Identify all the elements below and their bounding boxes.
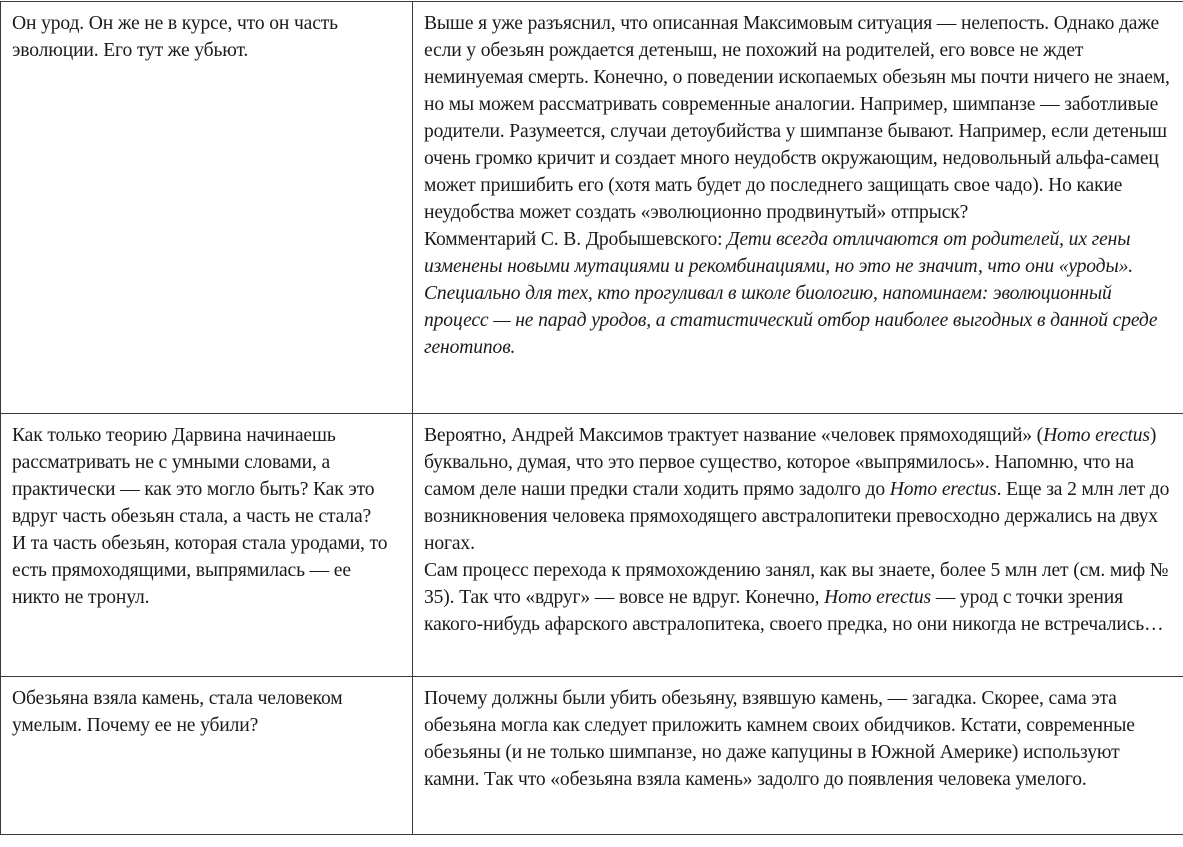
rebuttal-cell: [413, 677, 1183, 835]
text-run: Он урод. Он же не в курсе, что он часть эволюции. Его тут же убьют.: [12, 13, 338, 61]
text-run: Обезьяна взяла камень, стала человеком умелым. Почему ее не убили?: [12, 688, 343, 736]
claim-cell: [1, 677, 413, 835]
text-run: Как только теорию Дарвина начинаешь рассматривать не с умными словами, а практически — как это могло быть? Как это вдруг часть обезьян стала, а часть не стала?: [12, 425, 375, 527]
text-run: . Еще за 2 млн лет до возникновения человека прямоходящего австралопитеки превосходно держались на двух ногах.: [424, 479, 1170, 554]
table-row: [1, 414, 1183, 677]
comment-text: Дети всегда отличаются от родителей, их гены изменены новыми мутациями и рекомбинациями, но это не значит, что они «уроды». Специально для тех, кто прогуливал в школе биологию, напоминаем: эволюционный процесс — не парад уродов, а статистический отбор наиболее выгодных в данной среде генотипов.: [424, 229, 1158, 358]
claim-cell: [1, 2, 413, 414]
text-run: Сам процесс перехода к прямохождению занял, как вы знаете, более 5 млн лет (см. миф № 35). Так что «вдруг» — вовсе не вдруг. Конечно,: [424, 560, 1169, 608]
species-name: Homo erectus: [889, 479, 997, 500]
rebuttal-cell: [413, 2, 1183, 414]
text-run: ) буквально, думая, что это первое существо, которое «выпрямилось». Напомню, что на самом деле наши предки стали ходить прямо задолго до: [424, 425, 1157, 500]
text-run: — урод с точки зрения какого-нибудь афарского австралопитека, своего предка, но они никогда не встречались…: [424, 587, 1164, 635]
table-row: [1, 2, 1183, 414]
text-run: Выше я уже разъяснил, что описанная Максимовым ситуация — нелепость. Однако даже если у обезьян рождается детеныш, не похожий на родителей, его вовсе не ждет неминуемая смерть. Конечно, о поведении ископаемых обезьян мы почти ничего не знаем, но мы можем рассматривать современные аналогии. Например, шимпанзе — заботливые родители. Разумеется, случаи детоубийства у шимпанзе бывают. Например, если детеныш очень громко кричит и создает много неудобств окружающим, недовольный альфа-самец может пришибить его (хотя мать будет до последнего защищать свое чадо). Но какие неудобства может создать «эволюционно продвинутый» отпрыск?: [424, 13, 1170, 223]
claim-paragraph: [12, 685, 402, 739]
rebuttal-paragraph: [424, 422, 1173, 557]
rebuttal-paragraph: [424, 10, 1173, 226]
rebuttal-cell: [413, 414, 1183, 677]
table-row: [1, 677, 1183, 835]
claim-paragraph: [12, 530, 402, 611]
comment-paragraph: [424, 226, 1173, 361]
claim-paragraph: [12, 422, 402, 530]
text-run: И та часть обезьян, которая стала уродами, то есть прямоходящими, выпрямилась — ее никто не тронул.: [12, 533, 388, 608]
text-run: Вероятно, Андрей Максимов трактует название «человек прямоходящий» (: [424, 425, 1044, 446]
comment-label: Комментарий С. В. Дробышевского:: [424, 229, 728, 250]
rebuttal-paragraph: [424, 685, 1173, 793]
species-name: Homo erectus: [1043, 425, 1150, 446]
myth-rebuttal-table: [0, 1, 1183, 835]
species-name: Homo erectus: [824, 587, 931, 608]
text-run: Почему должны были убить обезьяну, взявшую камень, — загадка. Скорее, сама эта обезьяна могла как следует приложить камнем своих обидчиков. Кстати, современные обезьяны (и не только шимпанзе, но даже капуцины в Южной Америке) используют камни. Так что «обезьяна взяла камень» задолго до появления человека умелого.: [424, 688, 1135, 790]
rebuttal-paragraph: [424, 557, 1173, 638]
claim-cell: [1, 414, 413, 677]
claim-paragraph: [12, 10, 402, 64]
